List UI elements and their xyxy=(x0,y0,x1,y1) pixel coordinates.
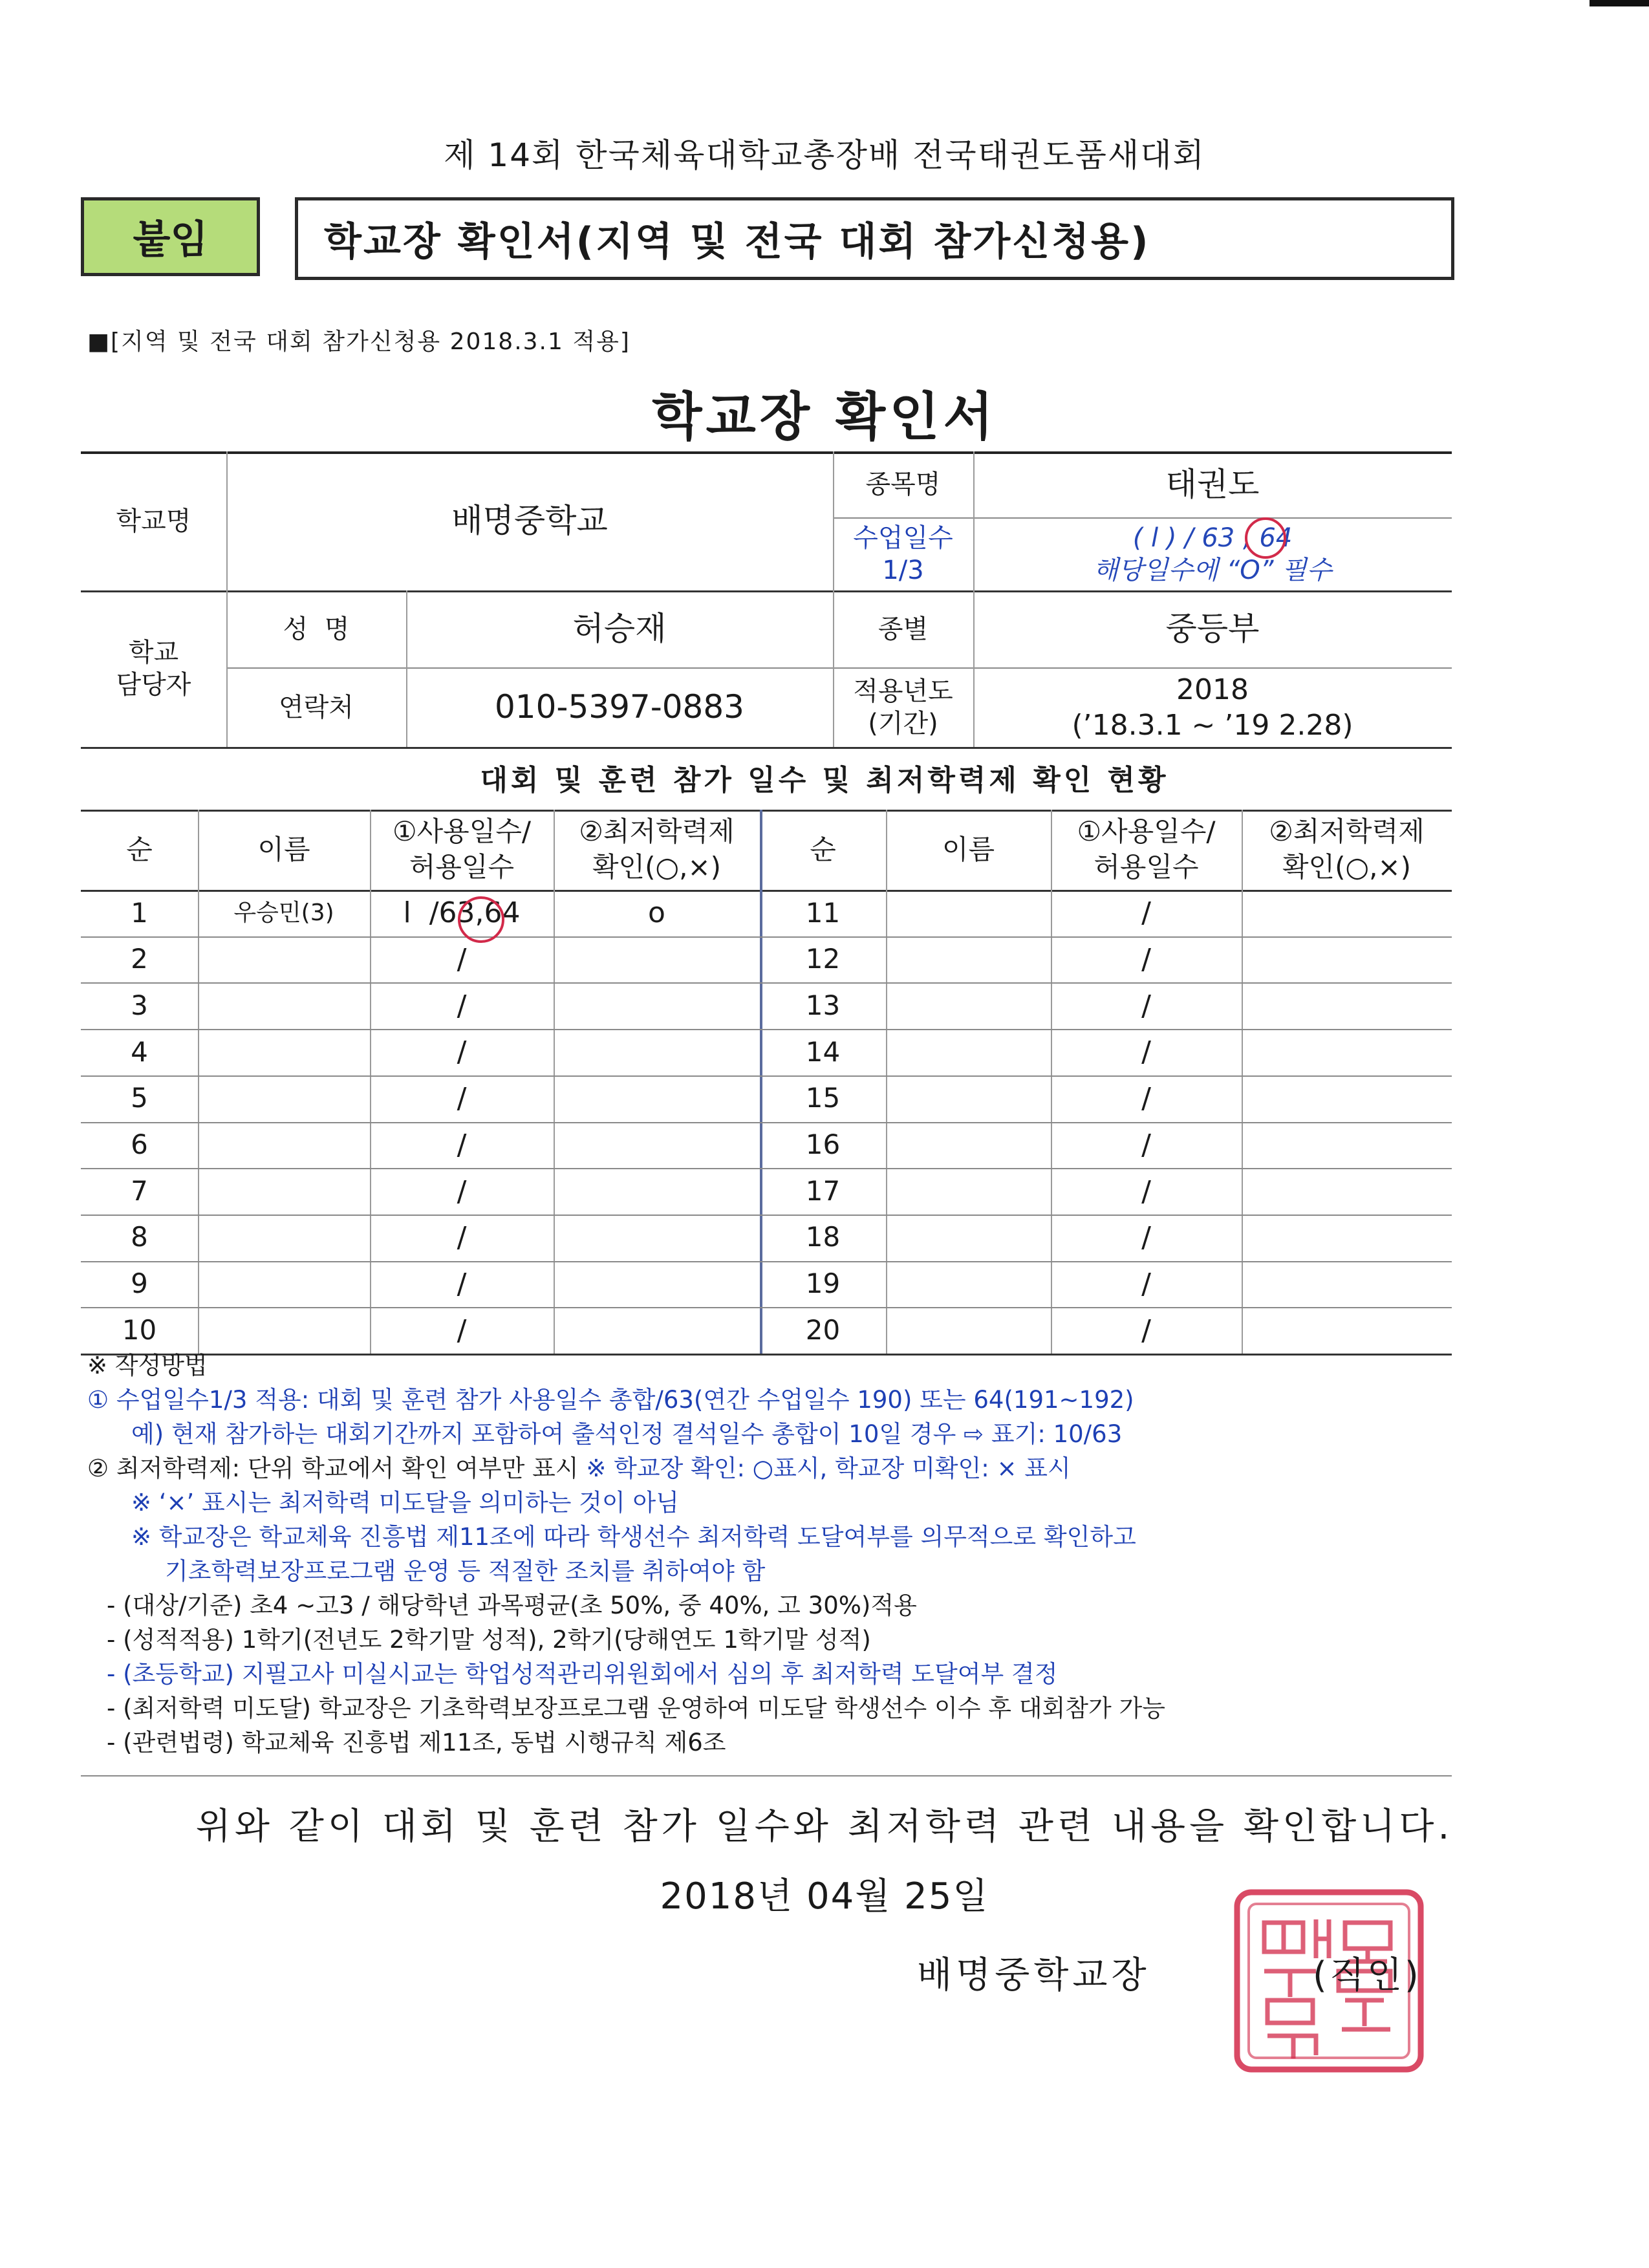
row-name xyxy=(886,936,1051,983)
row-days: / xyxy=(1141,1174,1151,1208)
event-value: 태권도 xyxy=(1165,465,1260,503)
school-label: 학교명 xyxy=(116,506,191,536)
row-number: 12 xyxy=(805,943,841,975)
detail-1: - (대상/기준) 초4 ~고3 / 해당학년 과목평균(초 50%, 중 40%, 고 30%)적용 xyxy=(107,1592,917,1619)
row-name: 우승민(3) xyxy=(233,900,334,927)
class-days-fraction: ( l ) / 63 , 64 xyxy=(1132,523,1293,553)
circle-mark xyxy=(1245,517,1286,559)
row-name xyxy=(886,890,1051,936)
row-days: / xyxy=(457,1035,467,1069)
row-number: 13 xyxy=(805,989,841,1021)
note-2-text: ② 최저학력제: 단위 학교에서 확인 여부만 표시 xyxy=(87,1454,579,1482)
year-value-line2: (’18.3.1 ~ ’19 2.28) xyxy=(1072,708,1353,742)
row-check xyxy=(1242,1168,1452,1215)
row-check xyxy=(554,1261,760,1308)
name-label: 성 명 xyxy=(283,614,350,644)
row-days: / xyxy=(457,1221,467,1255)
contest-title: 제 14회 한국체육대학교총장배 전국태권도품새대회 xyxy=(444,136,1205,174)
row-check xyxy=(554,1122,760,1169)
row-days: / xyxy=(457,1082,467,1116)
row-days: / xyxy=(1141,1128,1151,1161)
rule xyxy=(81,747,1452,749)
row-check xyxy=(554,982,760,1029)
manager-label-line1: 학교 xyxy=(128,638,179,667)
instructions xyxy=(87,1348,1471,1760)
row-number: 14 xyxy=(805,1035,841,1068)
row-name xyxy=(886,1029,1051,1075)
row-name xyxy=(886,1122,1051,1169)
row-check xyxy=(554,1029,760,1075)
section-title: 대회 및 훈련 참가 일수 및 최저학력제 확인 현황 xyxy=(480,764,1169,797)
row-days: / xyxy=(1141,1082,1151,1116)
class-days-label xyxy=(833,517,973,590)
row-days: / xyxy=(457,989,467,1022)
row-name xyxy=(198,1261,370,1308)
note-3: ※ ‘×’ 표시는 최저학력 미도달을 의미하는 것이 아님 xyxy=(131,1489,679,1517)
row-number: 17 xyxy=(805,1174,841,1207)
row-number: 7 xyxy=(131,1174,148,1207)
row-check xyxy=(554,1307,760,1354)
row-number: 3 xyxy=(131,989,148,1021)
school-value: 배명중학교 xyxy=(451,502,608,540)
row-name xyxy=(886,1168,1051,1215)
year-value-line1: 2018 xyxy=(1176,673,1249,706)
row-days: / xyxy=(457,1313,467,1347)
row-days: / xyxy=(1141,1313,1151,1347)
row-days: / xyxy=(1141,1035,1151,1069)
category-label: 종별 xyxy=(878,614,929,644)
col-no-header: 순 xyxy=(810,833,836,865)
seal-label: (직인) xyxy=(1313,1954,1421,1996)
row-days: / xyxy=(457,1174,467,1208)
row-check xyxy=(1242,1122,1452,1169)
col-min-header-line1: ②최저학력제 xyxy=(1269,815,1425,848)
row-number: 2 xyxy=(131,943,148,975)
col-days-header xyxy=(1051,810,1242,890)
note-2 xyxy=(87,1451,1471,1485)
scan-edge-mark xyxy=(1590,0,1649,6)
row-check xyxy=(1242,1029,1452,1075)
row-name xyxy=(198,1075,370,1122)
document-title: 학교장 확인서 xyxy=(652,387,997,447)
row-number: 15 xyxy=(805,1082,841,1114)
row-check xyxy=(554,936,760,983)
class-days-note: 해당일수에 “O” 필수 xyxy=(1093,555,1332,585)
year-value xyxy=(973,667,1452,747)
rule xyxy=(81,1775,1452,1777)
row-number: 20 xyxy=(805,1313,841,1346)
row-name xyxy=(198,936,370,983)
row-check xyxy=(554,1075,760,1122)
row-number: 19 xyxy=(805,1268,841,1300)
year-label-line2: (기간) xyxy=(868,708,938,739)
row-days: / xyxy=(457,943,467,977)
row-check: o xyxy=(648,896,665,930)
note-2-marks: ※ 학교장 확인: ○표시, 학교장 미확인: × 표시 xyxy=(578,1454,1071,1482)
detail-4: - (최저학력 미도달) 학교장은 기초학력보장프로그램 운영하여 미도달 학생선수 이수 후 대회참가 가능 xyxy=(107,1694,1166,1722)
header-title: 학교장 확인서(지역 및 전국 대회 참가신청용) xyxy=(295,197,1454,280)
row-number: 8 xyxy=(131,1221,148,1253)
row-number: 9 xyxy=(131,1268,148,1300)
issue-date: 2018년 04월 25일 xyxy=(660,1875,989,1917)
col-days-header-line2: 허용일수 xyxy=(409,851,515,883)
row-number: 10 xyxy=(122,1313,157,1346)
class-days-label-line2: 1/3 xyxy=(882,555,924,585)
col-days-header-line2: 허용일수 xyxy=(1094,851,1199,883)
row-name xyxy=(198,1168,370,1215)
row-name xyxy=(886,1215,1051,1261)
row-days: / xyxy=(1141,1267,1151,1301)
principal-signature-line: 배명중학교장 xyxy=(917,1954,1150,1996)
row-number: 4 xyxy=(131,1035,148,1068)
row-number: 11 xyxy=(805,896,841,929)
attachment-badge: 붙임 xyxy=(81,197,260,276)
row-check xyxy=(554,1215,760,1261)
col-min-header-line2: 확인(○,×) xyxy=(1282,851,1412,883)
row-name xyxy=(198,1029,370,1075)
class-days-value xyxy=(973,517,1452,590)
row-name xyxy=(886,1261,1051,1308)
row-days: / xyxy=(1141,989,1151,1022)
row-check xyxy=(1242,1215,1452,1261)
col-no-header: 순 xyxy=(126,833,153,865)
manager-label-line2: 담당자 xyxy=(116,670,191,700)
col-days-header-line1: ①사용일수/ xyxy=(1077,815,1216,848)
row-days: / xyxy=(1141,896,1151,930)
year-label xyxy=(833,667,973,747)
row-number: 6 xyxy=(131,1129,148,1161)
col-days-header-line1: ①사용일수/ xyxy=(392,815,532,848)
row-check xyxy=(1242,1075,1452,1122)
col-name-header: 이름 xyxy=(257,833,310,865)
circle-mark xyxy=(458,896,504,943)
year-label-line1: 적용년도 xyxy=(853,676,953,706)
class-days-label-line1: 수업일수 xyxy=(853,523,953,553)
col-min-header xyxy=(554,810,760,890)
note-1-example: 예) 현재 참가하는 대회기간까지 포함하여 출석인정 결석일수 총합이 10일 경우 ⇨ 표기: 10/63 xyxy=(131,1420,1123,1448)
notes-heading: ※ 작성방법 xyxy=(87,1352,208,1379)
apply-note: ■[지역 및 전국 대회 참가신청용 2018.3.1 적용] xyxy=(87,329,630,355)
note-4-cont: 기초학력보장프로그램 운영 등 적절한 조치를 취하여야 함 xyxy=(165,1557,766,1585)
note-4: ※ 학교장은 학교체육 진흥법 제11조에 따라 학생선수 최저학력 도달여부를 의무적으로 확인하고 xyxy=(131,1523,1136,1551)
row-days: l /63,64 xyxy=(403,896,521,930)
row-check xyxy=(1242,890,1452,936)
row-days: / xyxy=(457,1267,467,1301)
row-check xyxy=(1242,936,1452,983)
detail-2: - (성적적용) 1학기(전년도 2학기말 성적), 2학기(당해연도 1학기말 성적) xyxy=(107,1626,871,1654)
row-number: 16 xyxy=(805,1129,841,1161)
row-days: / xyxy=(457,1128,467,1161)
col-min-header-line2: 확인(○,×) xyxy=(592,851,722,883)
row-check xyxy=(1242,1307,1452,1354)
row-name xyxy=(198,1307,370,1354)
category-value: 중등부 xyxy=(1165,610,1260,648)
event-label: 종목명 xyxy=(865,470,941,499)
row-name xyxy=(198,982,370,1029)
confirmation-text: 위와 같이 대회 및 훈련 참가 일수와 최저학력 관련 내용을 확인합니다. xyxy=(195,1806,1454,1848)
row-check xyxy=(1242,1261,1452,1308)
name-value: 허승재 xyxy=(572,610,667,648)
row-number: 5 xyxy=(131,1082,148,1114)
row-name xyxy=(886,1075,1051,1122)
row-days: / xyxy=(1141,1221,1151,1255)
note-1: ① 수업일수1/3 적용: 대회 및 훈련 참가 사용일수 총합/63(연간 수업일수 190) 또는 64(191~192) xyxy=(87,1386,1134,1414)
detail-5: - (관련법령) 학교체육 진흥법 제11조, 동법 시행규칙 제6조 xyxy=(107,1729,726,1756)
row-number: 18 xyxy=(805,1221,841,1253)
row-name xyxy=(886,1307,1051,1354)
contact-label: 연락처 xyxy=(279,692,354,722)
row-name xyxy=(198,1215,370,1261)
col-min-header xyxy=(1242,810,1452,890)
row-name xyxy=(886,982,1051,1029)
detail-3: - (초등학교) 지필고사 미실시교는 학업성적관리위원회에서 심의 후 최저학력 도달여부 결정 xyxy=(107,1660,1058,1688)
row-number: 1 xyxy=(131,896,148,929)
row-check xyxy=(1242,982,1452,1029)
manager-label xyxy=(81,590,226,747)
row-name xyxy=(198,1122,370,1169)
col-name-header: 이름 xyxy=(942,833,995,865)
row-days: / xyxy=(1141,943,1151,977)
contact-value: 010-5397-0883 xyxy=(494,688,744,726)
col-days-header xyxy=(370,810,554,890)
row-check xyxy=(554,1168,760,1215)
col-min-header-line1: ②최저학력제 xyxy=(579,815,735,848)
